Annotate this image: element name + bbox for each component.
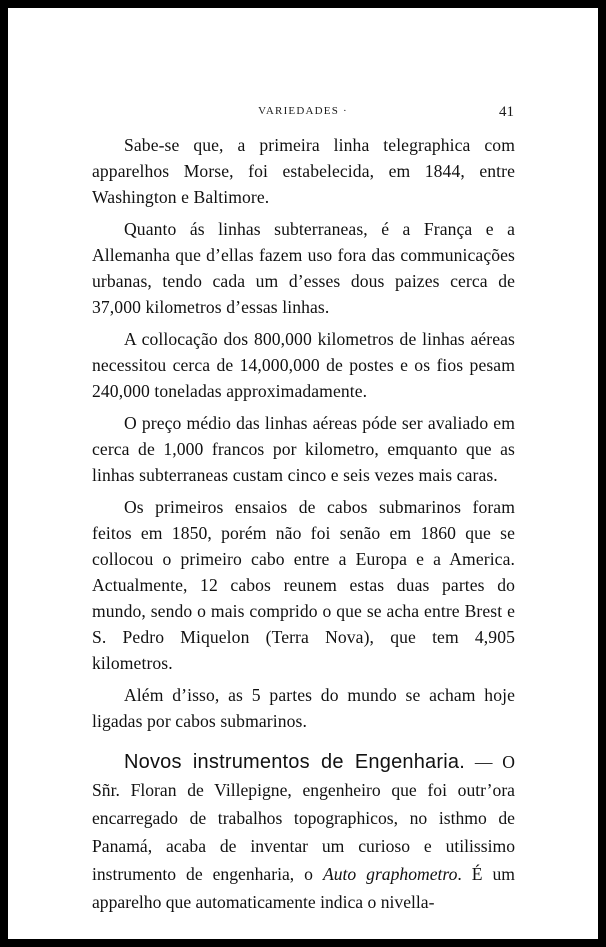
engineering-instruments-section xyxy=(92,748,515,916)
paragraph-line-installation: A collocação dos 800,000 kilometros de linhas aéreas necessitou cerca de 14,000,000 de postes e os fios pesam 240,000 toneladas approximadamente. xyxy=(92,329,515,401)
section-text-after-italic: . É um apparelho que automaticamente indica o nivella- xyxy=(92,864,515,912)
paragraph-submarine-cables: Os primeiros ensaios de cabos submarinos foram feitos em 1850, porém não foi senão em 1860 que se collocou o primeiro cabo entre a Europa e a America. Actualmente, 12 cabos reunem estas duas partes do mundo, sendo o mais comprido o que se acha entre Brest e S. Pedro Miquelon (Terra Nova), que tem 4,905 kilometros. xyxy=(92,497,515,673)
book-page xyxy=(8,8,598,939)
article-body xyxy=(92,132,515,916)
page-number: 41 xyxy=(499,104,514,120)
paragraph-line-cost: O preço médio das linhas aéreas póde ser avaliado em cerca de 1,000 francos por kilometro, emquanto que as linhas subterraneas custam cinco e seis vezes mais caras. xyxy=(92,413,515,485)
section-text-before-italic: — O Sñr. Floran de Villepigne, engenheiro que foi outr’ora encarregado de trabalhos topographicos, no isthmo de Panamá, acaba de inventar um curioso e utilissimo instrumento de engenharia, o xyxy=(92,752,515,884)
paragraph-world-connections: Além d’isso, as 5 partes do mundo se acham hoje ligadas por cabos submarinos. xyxy=(92,685,515,731)
running-title: VARIEDADES · xyxy=(258,105,348,117)
running-head xyxy=(8,105,598,123)
section-title: Novos instrumentos de Engenharia. xyxy=(124,751,465,773)
paragraph-telegraph-history: Sabe-se que, a primeira linha telegraphica com apparelhos Morse, foi estabelecida, em 1844, entre Washington e Baltimore. xyxy=(92,135,515,207)
italic-instrument-name: Auto graphometro xyxy=(322,864,458,884)
paragraph-underground-lines: Quanto ás linhas subterraneas, é a França e a Allemanha que d’ellas fazem uso fora das communicações urbanas, tendo cada um d’esses dous paizes cerca de 37,000 kilometros d’essas linhas. xyxy=(92,219,515,317)
